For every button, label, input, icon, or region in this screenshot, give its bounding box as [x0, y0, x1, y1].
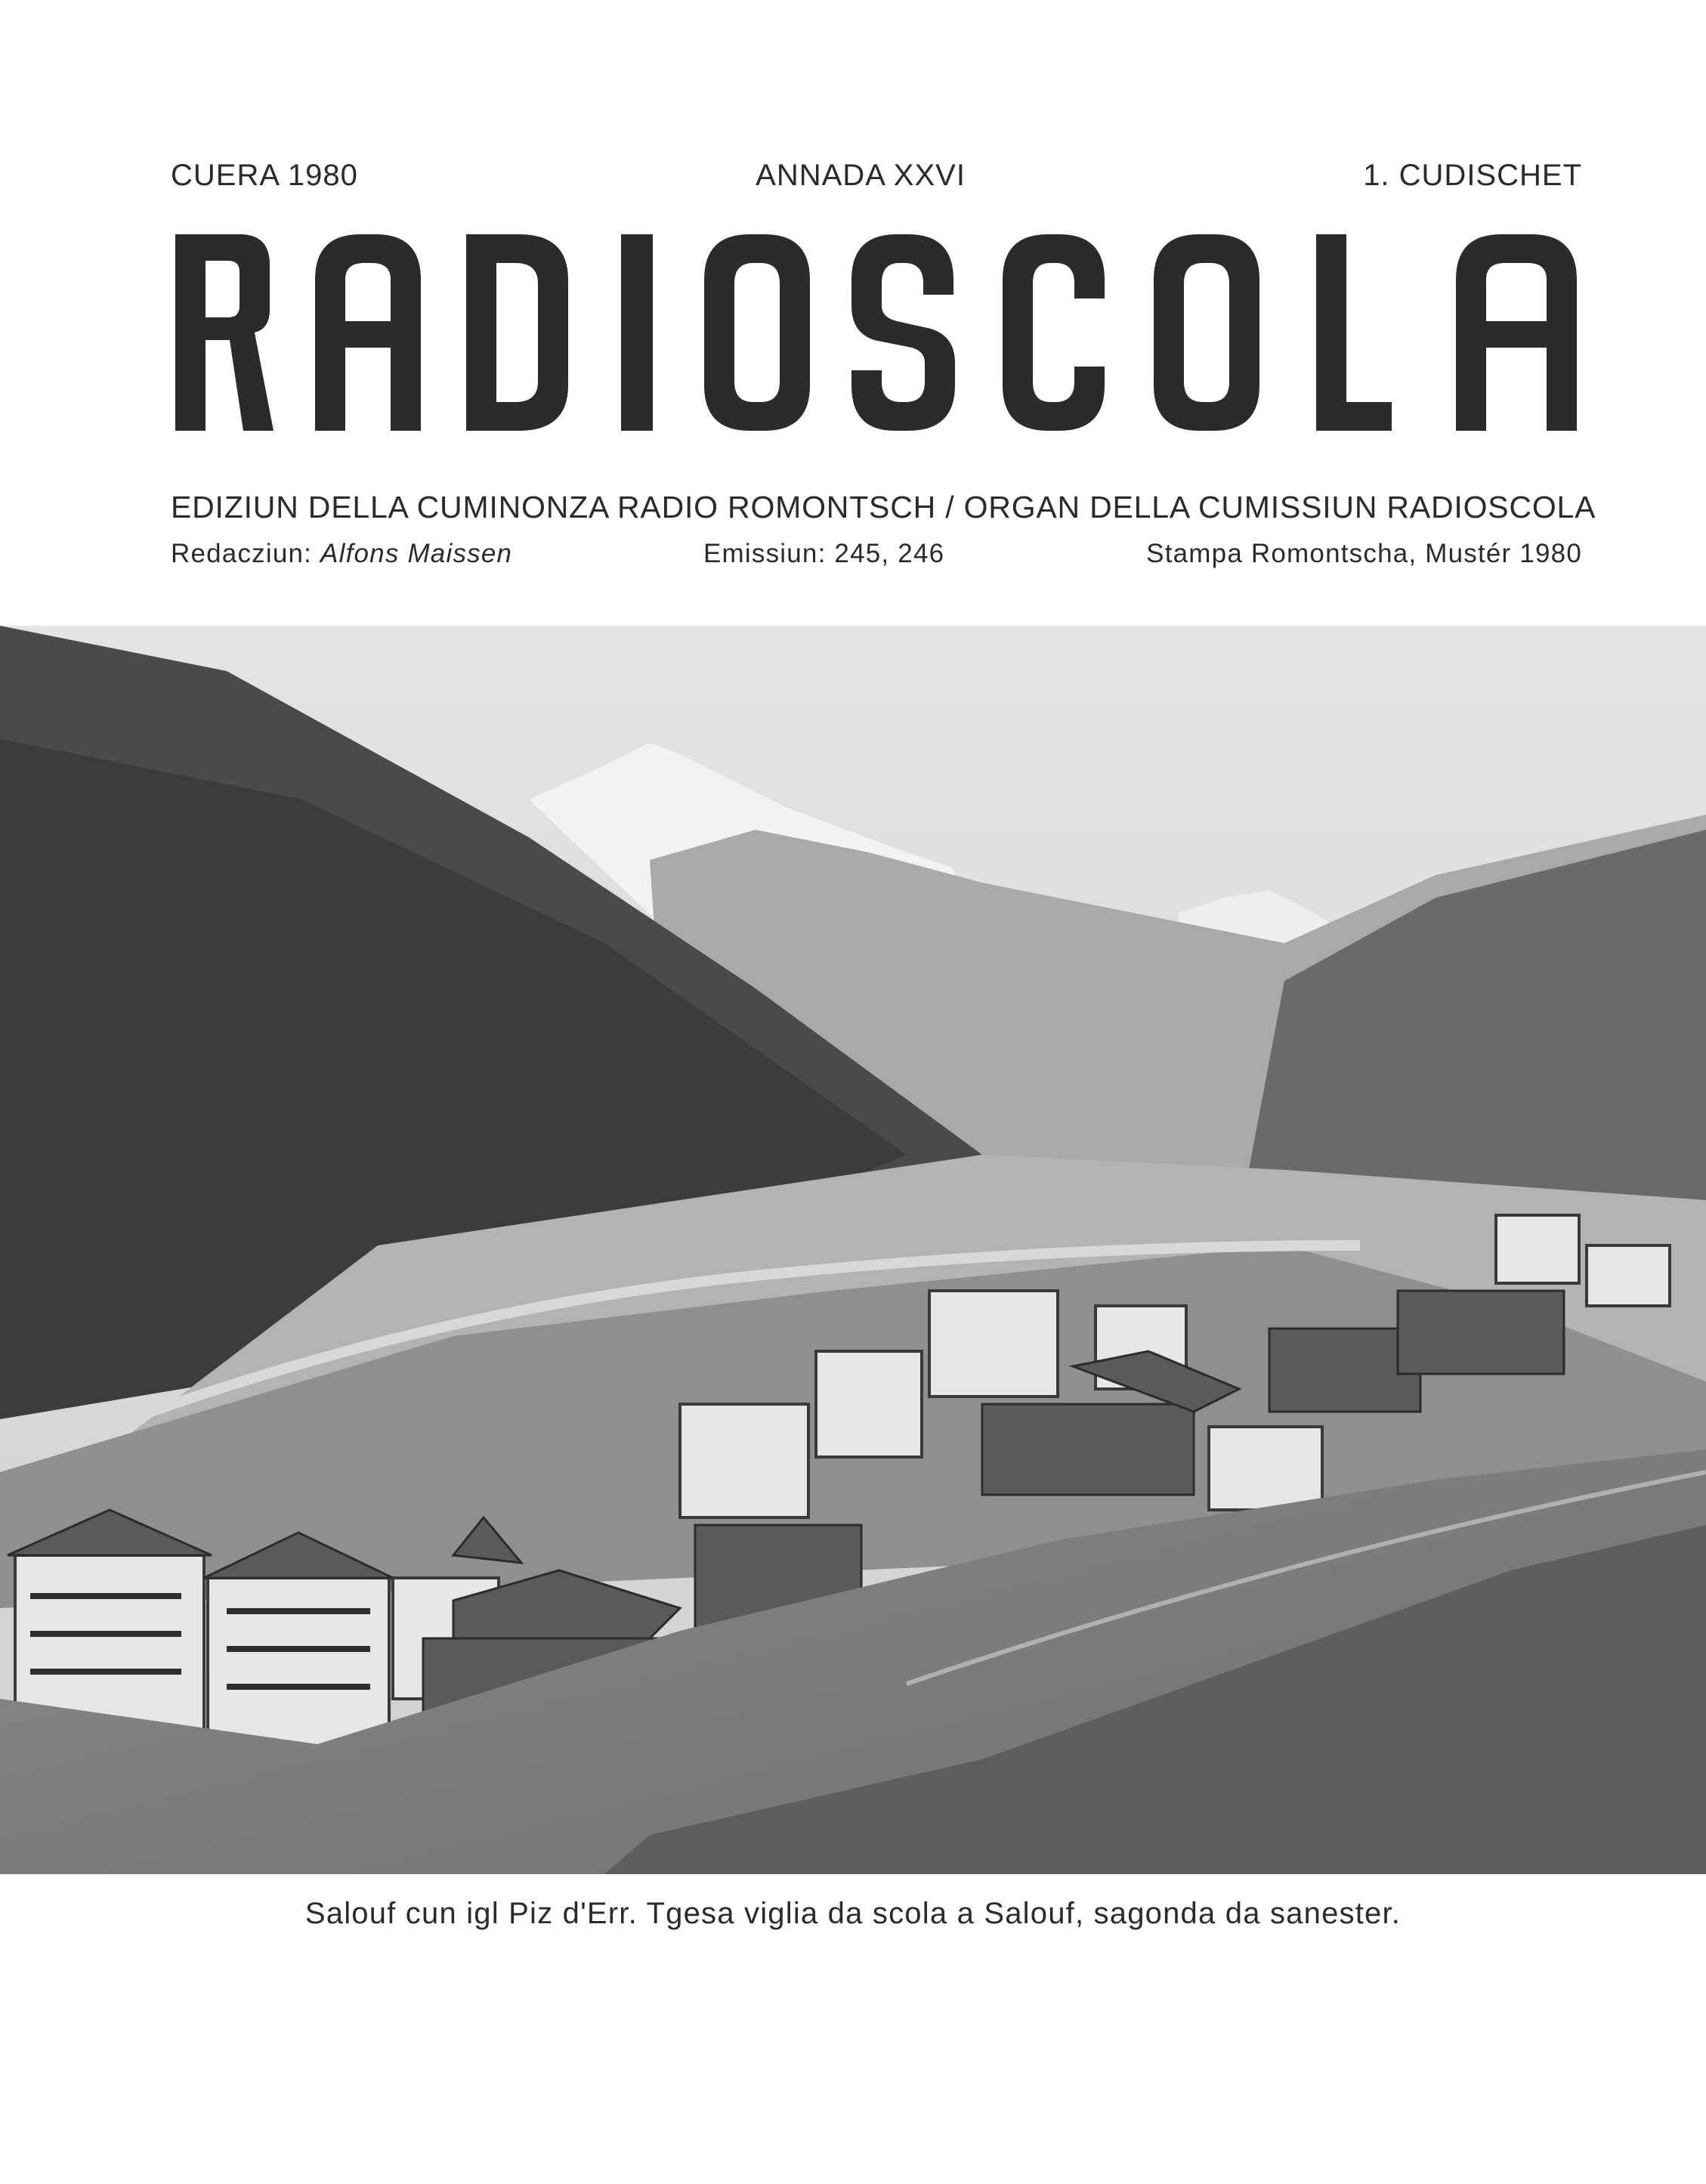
volume-number: ANNADA XXVI	[756, 159, 966, 192]
publication-subtitle: EDIZIUN DELLA CUMINONZA RADIO ROMONTSCH / ORGAN DELLA CUMISSIUN RADIOSCOLA	[171, 490, 1596, 524]
masthead-letter-l	[1316, 234, 1392, 431]
cover-photo	[0, 626, 1706, 1874]
masthead-letter-o	[704, 234, 810, 431]
issue-header	[171, 159, 1582, 193]
masthead-letter-i	[621, 234, 653, 431]
editor-label: Redacziun:	[171, 539, 313, 568]
masthead-letter-c	[1003, 234, 1105, 431]
issue-number: 1. CUDISCHET	[1363, 159, 1582, 192]
masthead-letter-a	[315, 234, 421, 431]
editor-name: Alfons Maissen	[320, 539, 513, 568]
photo-caption: Salouf cun igl Piz d'Err. Tgesa viglia da scola a Salouf, sagonda da sanester.	[304, 1897, 1402, 1930]
masthead-letter-a-2	[1456, 234, 1577, 431]
masthead-letter-o-2	[1154, 234, 1259, 431]
masthead-letter-d	[466, 234, 568, 431]
mountain-village-photo-icon	[0, 626, 1706, 1874]
place-year: CUERA 1980	[171, 159, 358, 192]
editor-credit	[171, 539, 512, 569]
broadcast-numbers: Emissiun: 245, 246	[703, 539, 945, 568]
masthead-title	[168, 234, 1584, 431]
masthead-lettering	[168, 234, 1584, 431]
masthead-letter-r	[175, 234, 274, 431]
masthead-letter-s	[851, 234, 955, 431]
printer-credit: Stampa Romontscha, Mustér 1980	[1146, 539, 1582, 568]
